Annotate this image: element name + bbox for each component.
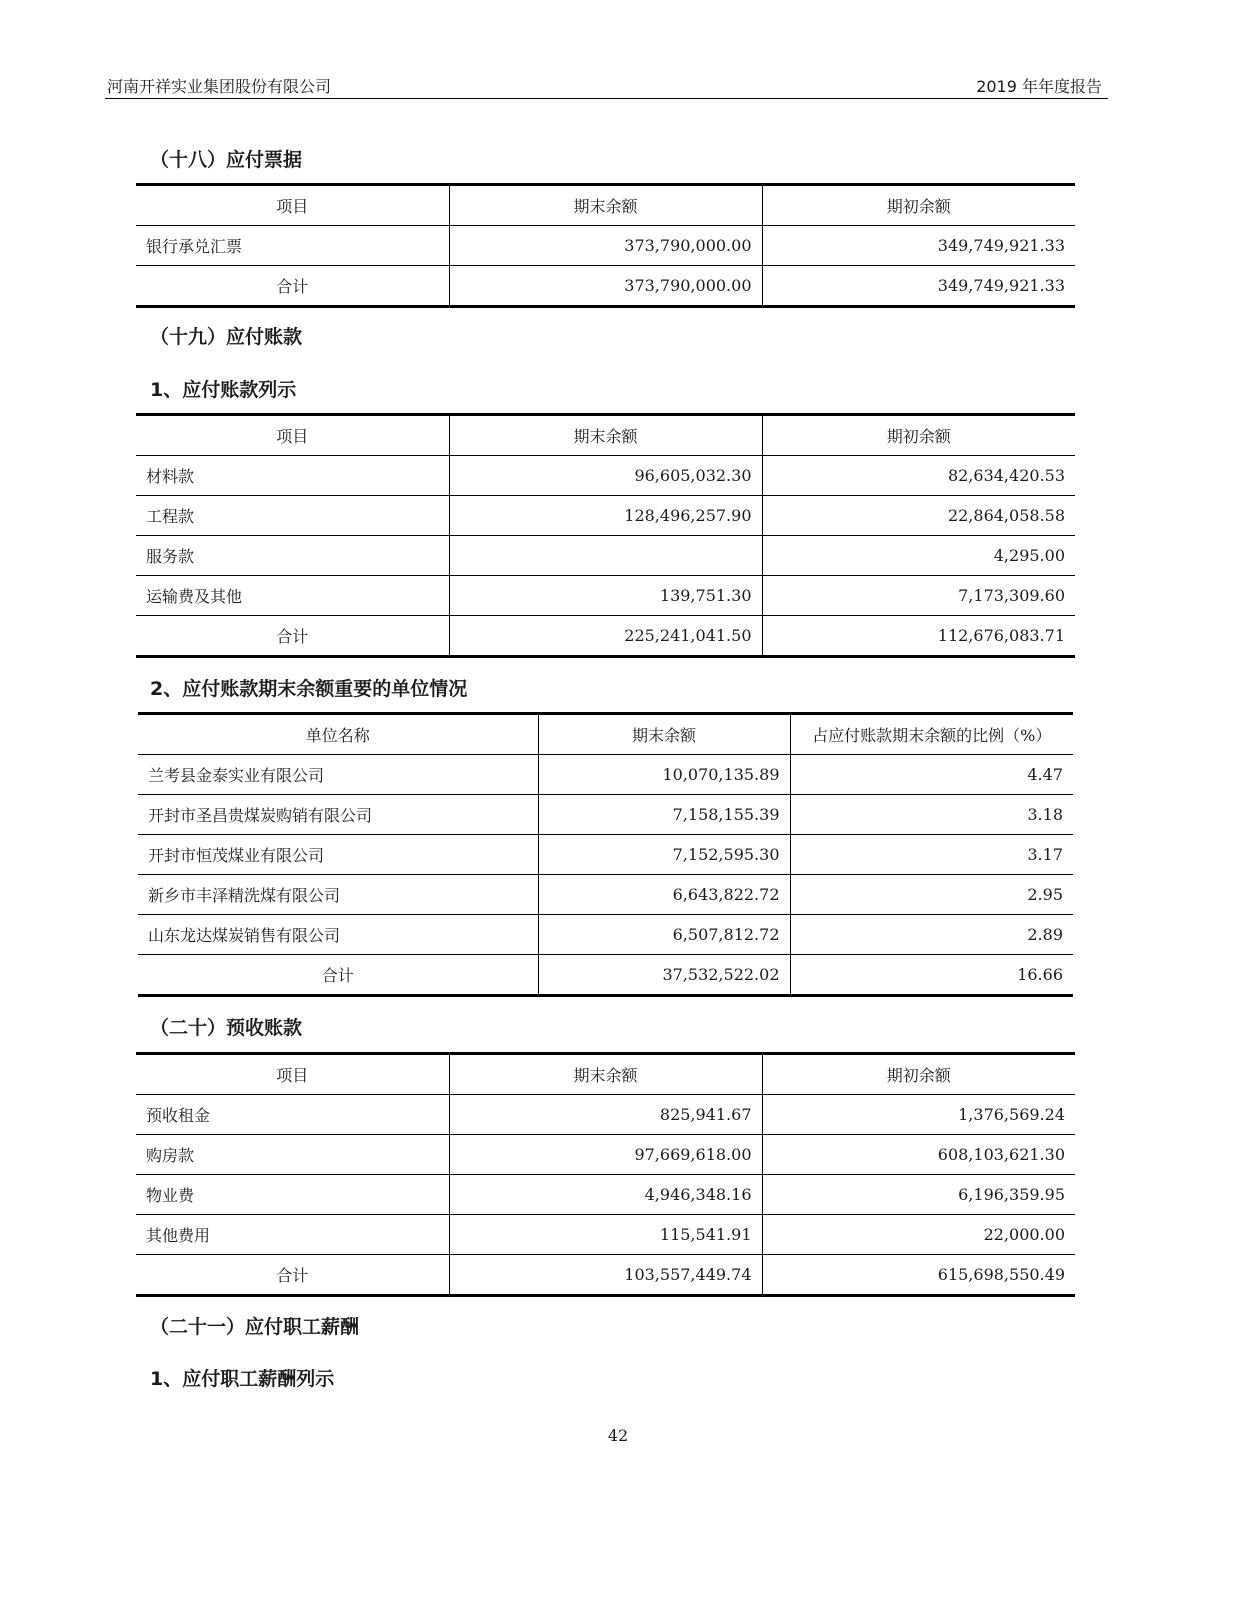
section-title-accounts-payable: （十九）应付账款 <box>150 326 303 348</box>
header-cell: 期末余额 <box>449 415 762 456</box>
report-title: 2019 年年度报告 <box>976 77 1102 96</box>
section-title-employee-compensation: （二十一）应付职工薪酬 <box>150 1316 360 1338</box>
ratio-cell: 2.95 <box>790 875 1073 915</box>
total-label: 合计 <box>138 955 538 996</box>
total-row <box>138 955 1073 996</box>
value-cell: 82,634,420.53 <box>762 456 1075 496</box>
item-cell: 工程款 <box>136 496 449 536</box>
value-cell: 1,376,569.24 <box>762 1095 1075 1135</box>
value-cell: 6,643,822.72 <box>538 875 790 915</box>
company-name: 河南开祥实业集团股份有限公司 <box>107 77 332 96</box>
page-header <box>105 70 1108 99</box>
header-cell: 占应付账款期末余额的比例（%） <box>790 714 1073 755</box>
value-cell <box>449 536 762 576</box>
company-cell: 开封市恒茂煤业有限公司 <box>138 835 538 875</box>
table-row <box>136 496 1075 536</box>
company-cell: 兰考县金泰实业有限公司 <box>138 755 538 795</box>
subsection-title-major-payables: 2、应付账款期末余额重要的单位情况 <box>150 678 468 700</box>
item-cell: 物业费 <box>136 1175 449 1215</box>
table-row <box>136 1095 1075 1135</box>
ratio-cell: 3.17 <box>790 835 1073 875</box>
company-cell: 山东龙达煤炭销售有限公司 <box>138 915 538 955</box>
total-row <box>136 266 1075 307</box>
header-cell: 单位名称 <box>305 726 370 745</box>
value-cell: 97,669,618.00 <box>449 1135 762 1175</box>
item-cell: 运输费及其他 <box>136 576 449 616</box>
value-cell: 7,158,155.39 <box>538 795 790 835</box>
value-cell: 349,749,921.33 <box>762 266 1075 307</box>
value-cell: 373,790,000.00 <box>449 226 762 266</box>
value-cell: 615,698,550.49 <box>762 1255 1075 1296</box>
item-cell: 其他费用 <box>136 1215 449 1255</box>
header-cell: 项目 <box>276 197 309 216</box>
table-row <box>138 875 1073 915</box>
value-cell: 139,751.30 <box>449 576 762 616</box>
value-cell: 7,173,309.60 <box>762 576 1075 616</box>
header-cell: 项目 <box>276 427 309 446</box>
ratio-cell: 3.18 <box>790 795 1073 835</box>
value-cell: 103,557,449.74 <box>449 1255 762 1296</box>
value-cell: 22,864,058.58 <box>762 496 1075 536</box>
major-payables-table <box>138 712 1073 997</box>
subsection-title-accounts-payable-list: 1、应付账款列示 <box>150 379 297 401</box>
ratio-cell: 16.66 <box>790 955 1073 996</box>
company-cell: 新乡市丰泽精洗煤有限公司 <box>138 875 538 915</box>
value-cell: 6,507,812.72 <box>538 915 790 955</box>
value-cell: 4,946,348.16 <box>449 1175 762 1215</box>
page-number: 42 <box>607 1426 629 1445</box>
value-cell: 608,103,621.30 <box>762 1135 1075 1175</box>
table-row <box>138 915 1073 955</box>
value-cell: 225,241,041.50 <box>449 616 762 657</box>
notes-payable-table <box>136 183 1075 308</box>
value-cell: 349,749,921.33 <box>762 226 1075 266</box>
value-cell: 7,152,595.30 <box>538 835 790 875</box>
value-cell: 96,605,032.30 <box>449 456 762 496</box>
table-row <box>138 755 1073 795</box>
advance-receipts-table <box>136 1052 1075 1297</box>
section-title-advance-receipts: （二十）预收账款 <box>150 1017 303 1039</box>
header-cell: 项目 <box>276 1066 309 1085</box>
table-row <box>136 1135 1075 1175</box>
total-label: 合计 <box>136 266 449 307</box>
item-cell: 预收租金 <box>136 1095 449 1135</box>
subsection-title-employee-compensation-list: 1、应付职工薪酬列示 <box>150 1368 335 1390</box>
header-cell: 期末余额 <box>538 714 790 755</box>
item-cell: 购房款 <box>136 1135 449 1175</box>
item-cell: 服务款 <box>136 536 449 576</box>
table-row <box>136 576 1075 616</box>
header-cell: 期初余额 <box>762 415 1075 456</box>
table-header-row <box>136 185 1075 226</box>
header-cell: 期末余额 <box>449 1054 762 1095</box>
table-row <box>136 1175 1075 1215</box>
total-label: 合计 <box>136 1255 449 1296</box>
table-row <box>136 536 1075 576</box>
value-cell: 10,070,135.89 <box>538 755 790 795</box>
value-cell: 115,541.91 <box>449 1215 762 1255</box>
company-cell: 开封市圣昌贵煤炭购销有限公司 <box>138 795 538 835</box>
total-row <box>136 616 1075 657</box>
header-cell: 期末余额 <box>449 185 762 226</box>
value-cell: 6,196,359.95 <box>762 1175 1075 1215</box>
value-cell: 112,676,083.71 <box>762 616 1075 657</box>
total-row <box>136 1255 1075 1296</box>
ratio-cell: 4.47 <box>790 755 1073 795</box>
value-cell: 373,790,000.00 <box>449 266 762 307</box>
table-header-row <box>136 1054 1075 1095</box>
table-header-row <box>138 714 1073 755</box>
accounts-payable-table <box>136 413 1075 658</box>
value-cell: 37,532,522.02 <box>538 955 790 996</box>
table-row <box>138 835 1073 875</box>
total-label: 合计 <box>136 616 449 657</box>
value-cell: 825,941.67 <box>449 1095 762 1135</box>
value-cell: 128,496,257.90 <box>449 496 762 536</box>
table-row <box>136 1215 1075 1255</box>
ratio-cell: 2.89 <box>790 915 1073 955</box>
table-row <box>136 456 1075 496</box>
table-row <box>138 795 1073 835</box>
item-cell: 材料款 <box>136 456 449 496</box>
header-cell: 期初余额 <box>762 185 1075 226</box>
table-header-row <box>136 415 1075 456</box>
value-cell: 4,295.00 <box>762 536 1075 576</box>
table-row <box>136 226 1075 266</box>
section-title-notes-payable: （十八）应付票据 <box>150 149 303 171</box>
header-cell: 期初余额 <box>762 1054 1075 1095</box>
item-cell: 银行承兑汇票 <box>136 226 449 266</box>
value-cell: 22,000.00 <box>762 1215 1075 1255</box>
